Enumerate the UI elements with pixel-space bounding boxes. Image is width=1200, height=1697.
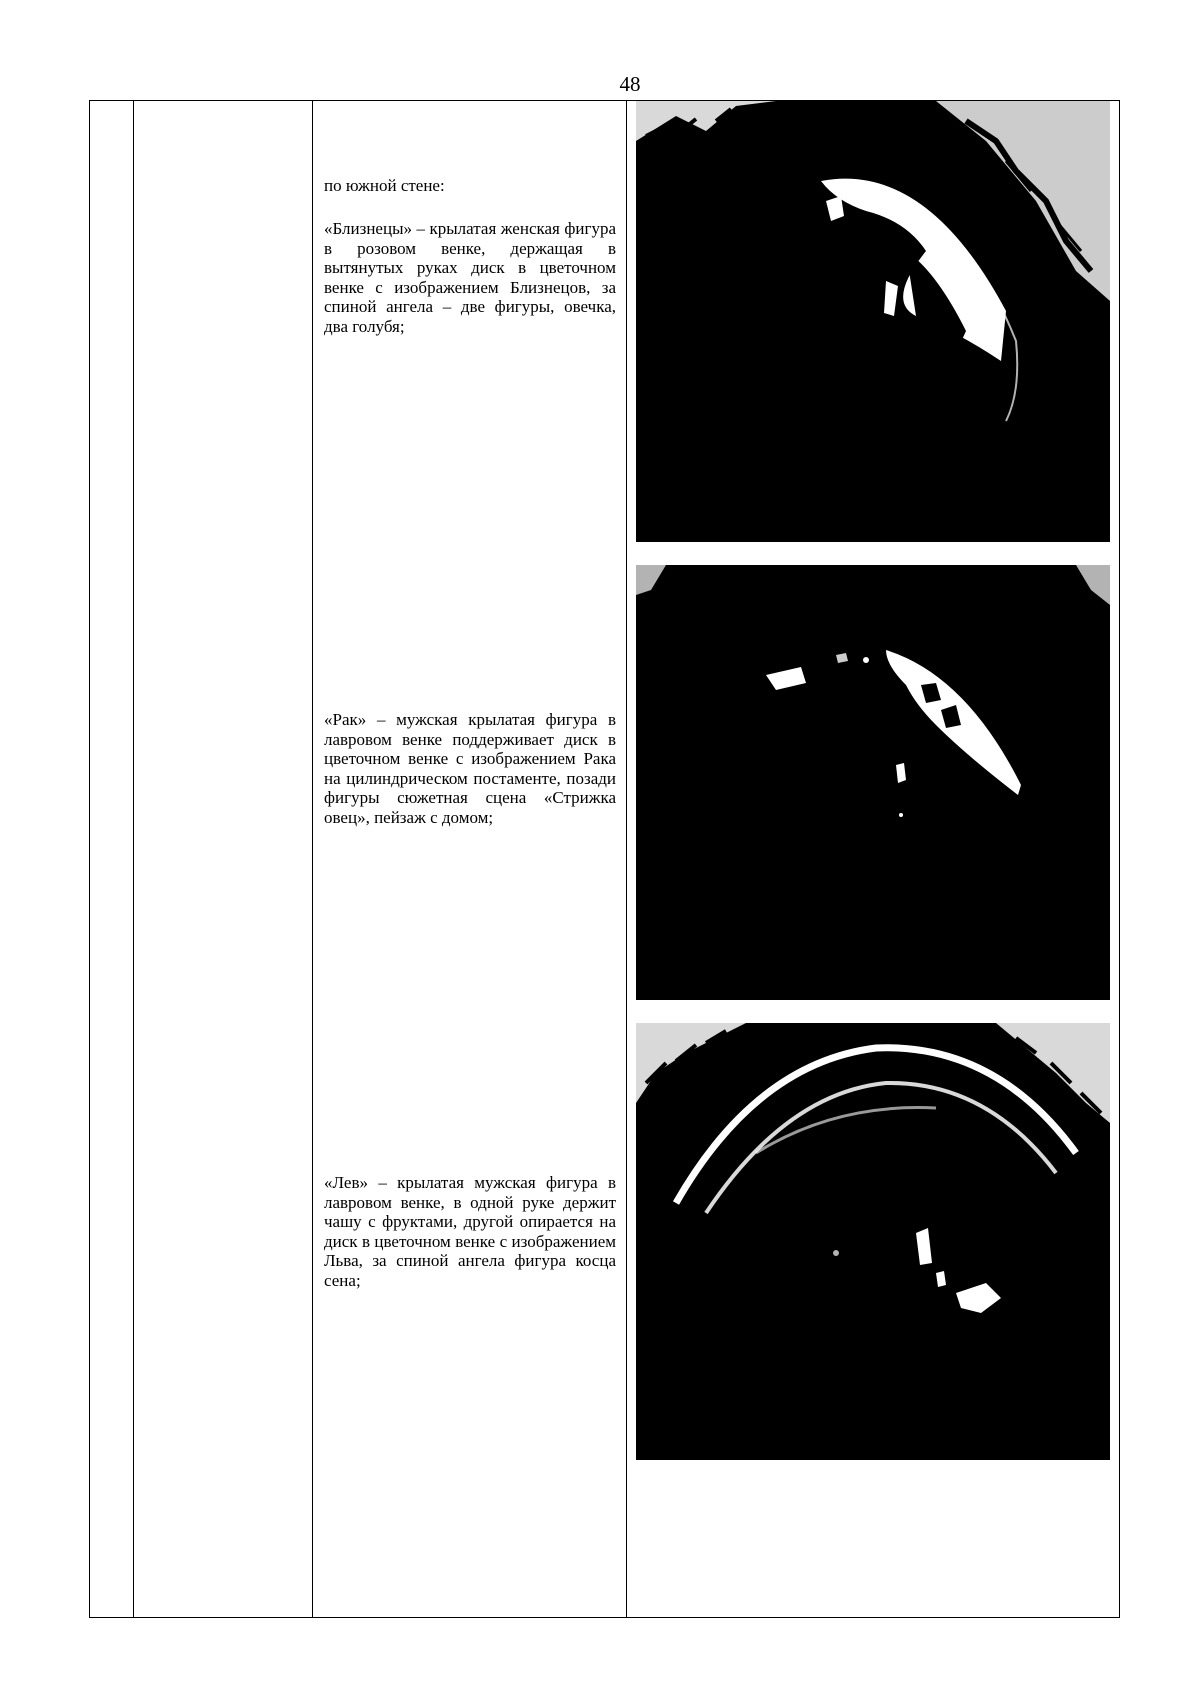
entry-cancer-text: «Рак» – мужская крылатая фигура в лавровом венке поддерживает диск в цветочном венке с изображением Рака на цилиндрическом постаменте, позади фигуры сюжетная сцена «Стрижка овец», пейзаж с домом;: [324, 710, 616, 827]
photo-leo-image: [636, 1023, 1110, 1460]
page-number: 48: [619, 72, 641, 96]
photo-leo: [636, 1023, 1110, 1460]
photo-cancer: [636, 565, 1110, 1000]
entry-leo-text: «Лев» – крылатая мужская фигура в лавровом венке, в одной руке держит чашу с фруктами, другой опирается на диск в цветочном венке с изображением Льва, за спиной ангела фигура косца сена;: [324, 1173, 616, 1290]
photo-gemini: [636, 101, 1110, 542]
photo-cancer-image: [636, 565, 1110, 1000]
photo-gemini-image: [636, 101, 1110, 542]
section-heading: по южной стене:: [324, 176, 445, 195]
column-divider-3: [626, 100, 627, 1618]
column-divider-2: [312, 100, 313, 1618]
column-divider-1: [133, 100, 134, 1618]
entry-gemini-text: «Близнецы» – крылатая женская фигура в розовом венке, держащая в вытянутых руках диск в цветочном венке с изображением Близнецов, за спиной ангела – две фигуры, овечка, два голубя;: [324, 219, 616, 336]
